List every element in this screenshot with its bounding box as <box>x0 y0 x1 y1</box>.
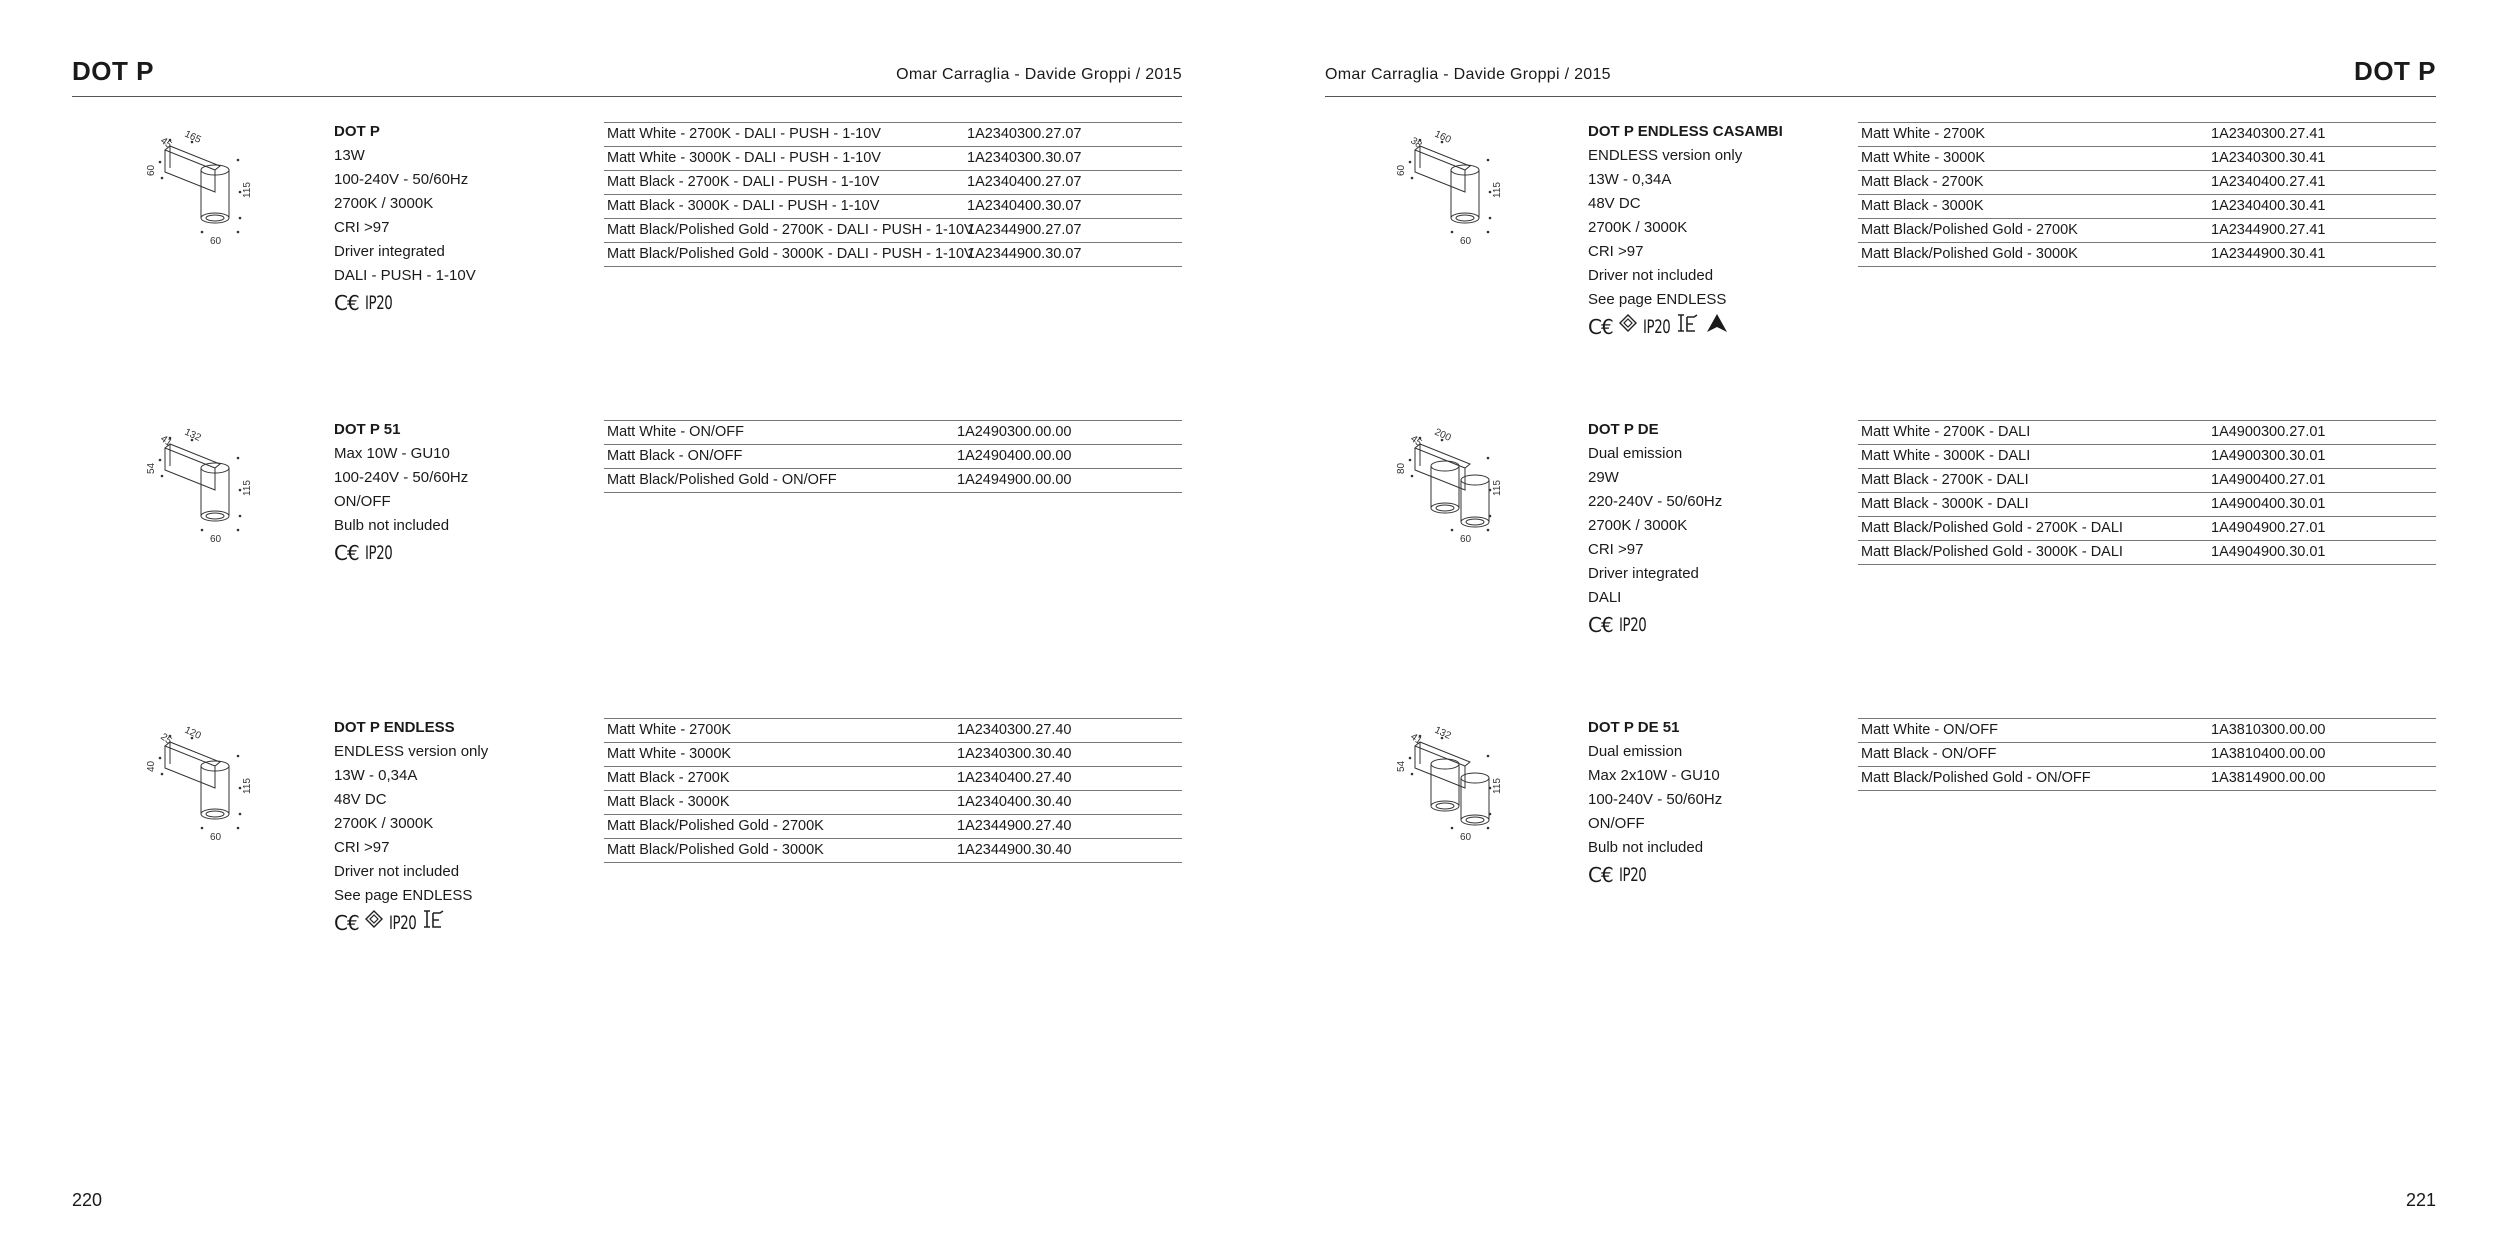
table-row <box>604 171 1182 195</box>
spec-line: See page ENDLESS <box>1588 291 1727 308</box>
dimension-arm-depth: 25 <box>158 731 174 747</box>
variant-code: 1A2340400.30.07 <box>967 198 1082 214</box>
spec-line: Driver integrated <box>334 243 445 260</box>
table-row <box>1858 243 2436 267</box>
variant-label: Matt Black/Polished Gold - 3000K - DALI <box>1861 544 2123 560</box>
ce-mark-icon: C€ <box>1588 315 1613 339</box>
variant-code: 1A4900400.27.01 <box>2211 472 2326 488</box>
product-block <box>0 418 1250 698</box>
dimension-height: 115 <box>1492 182 1503 198</box>
certification-marks <box>334 540 468 566</box>
spec-line: 100-240V - 50/60Hz <box>334 469 469 486</box>
spec-line: ENDLESS version only <box>334 743 489 760</box>
dimension-arm-depth: 45 <box>1408 433 1424 449</box>
ip20-icon: IP20 <box>1642 316 1671 338</box>
variant-label: Matt White - 2700K - DALI - PUSH - 1-10V <box>607 126 881 142</box>
variant-code: 1A2340400.27.40 <box>957 770 1072 786</box>
variant-code: 1A2490400.00.00 <box>957 448 1072 464</box>
product-specs <box>334 418 468 566</box>
table-row <box>604 839 1182 863</box>
table-row <box>604 469 1182 493</box>
dimension-diameter: 60 <box>1460 832 1472 843</box>
variant-code: 1A3810400.00.00 <box>2211 746 2326 762</box>
variant-code: 1A2490300.00.00 <box>957 424 1072 440</box>
dimension-bracket-height: 60 <box>1396 164 1407 176</box>
dimension-diameter: 60 <box>1460 236 1472 247</box>
dimension-arm-depth: 41 <box>158 433 174 449</box>
dimension-height: 115 <box>242 480 253 496</box>
variant-code: 1A2344900.30.40 <box>957 842 1072 858</box>
spec-line: CRI >97 <box>1588 243 1644 260</box>
ce-mark-icon: C€ <box>1588 613 1613 637</box>
header-rule <box>1325 96 2436 97</box>
variant-label: Matt Black - 2700K - DALI <box>1861 472 2029 488</box>
dimension-length: 132 <box>1432 724 1453 742</box>
variant-label: Matt Black/Polished Gold - ON/OFF <box>607 472 837 488</box>
designer-credit: Omar Carraglia - Davide Groppi / 2015 <box>896 66 1182 83</box>
variant-label: Matt Black - ON/OFF <box>1861 746 1997 762</box>
table-row <box>604 445 1182 469</box>
variant-code: 1A4904900.30.01 <box>2211 544 2326 560</box>
table-row <box>1858 421 2436 445</box>
luminaire-drawing <box>140 120 300 270</box>
spec-line: 13W - 0,34A <box>334 767 418 784</box>
product-drawing <box>140 716 300 866</box>
variant-code: 1A2340300.30.07 <box>967 150 1082 166</box>
product-specs <box>1588 716 1722 888</box>
variant-label: Matt Black/Polished Gold - 2700K - DALI <box>1861 520 2123 536</box>
variant-label: Matt Black/Polished Gold - 3000K <box>607 842 824 858</box>
variants-table <box>1858 718 2436 791</box>
table-row <box>604 767 1182 791</box>
product-block <box>1250 716 2500 996</box>
casambi-icon <box>1706 313 1728 341</box>
spec-line: 100-240V - 50/60Hz <box>334 171 469 188</box>
designer-credit: Omar Carraglia - Davide Groppi / 2015 <box>1325 66 1611 83</box>
product-block <box>1250 418 2500 698</box>
product-drawing <box>1390 120 1550 270</box>
variant-code: 1A2340300.27.07 <box>967 126 1082 142</box>
variant-label: Matt Black - 3000K <box>607 794 730 810</box>
variant-code: 1A4900300.27.01 <box>2211 424 2326 440</box>
variant-label: Matt Black - 3000K - DALI - PUSH - 1-10V <box>607 198 880 214</box>
table-row <box>1858 767 2436 791</box>
variant-code: 1A2340300.30.41 <box>2211 150 2326 166</box>
spec-line: 13W <box>334 147 365 164</box>
dimension-height: 115 <box>1492 480 1503 496</box>
variant-code: 1A4904900.27.01 <box>2211 520 2326 536</box>
dimension-bracket-height: 54 <box>1396 760 1407 772</box>
product-specs <box>1588 418 1722 638</box>
ce-mark-icon: C€ <box>334 541 359 565</box>
spec-line: Dual emission <box>1588 743 1683 760</box>
variants-table <box>604 122 1182 267</box>
dimension-diameter: 60 <box>1460 534 1472 545</box>
spec-line: ON/OFF <box>1588 815 1645 832</box>
spec-line: Bulb not included <box>334 517 450 534</box>
variant-code: 1A2340400.30.41 <box>2211 198 2326 214</box>
variant-label: Matt White - 3000K - DALI <box>1861 448 2031 464</box>
luminaire-drawing <box>1390 716 1550 866</box>
dimension-bracket-height: 60 <box>146 164 157 176</box>
dimension-diameter: 60 <box>210 832 222 843</box>
variant-label: Matt White - 2700K <box>1861 126 1986 142</box>
table-row <box>1858 493 2436 517</box>
table-row <box>1858 219 2436 243</box>
product-name: DOT P ENDLESS <box>334 719 455 736</box>
variant-code: 1A2344900.27.07 <box>967 222 1082 238</box>
luminaire-drawing <box>140 418 300 568</box>
table-row <box>1858 123 2436 147</box>
product-name: DOT P ENDLESS CASAMBI <box>1588 123 1783 140</box>
variant-code: 1A2344900.30.07 <box>967 246 1082 262</box>
table-row <box>604 195 1182 219</box>
variant-label: Matt Black - 2700K <box>1861 174 1984 190</box>
variants-table <box>604 420 1182 493</box>
spec-line: 100-240V - 50/60Hz <box>1588 791 1723 808</box>
ce-mark-icon: C€ <box>334 291 359 315</box>
table-row <box>604 219 1182 243</box>
variant-label: Matt Black/Polished Gold - 2700K - DALI - PUSH - 1-10V <box>607 222 974 238</box>
variant-label: Matt Black/Polished Gold - 3000K - DALI - PUSH - 1-10V <box>607 246 974 262</box>
product-specs <box>1588 120 1783 340</box>
variant-label: Matt Black/Polished Gold - ON/OFF <box>1861 770 2091 786</box>
variant-label: Matt Black - 3000K <box>1861 198 1984 214</box>
variant-label: Matt Black - 2700K - DALI - PUSH - 1-10V <box>607 174 880 190</box>
spec-line: See page ENDLESS <box>334 887 473 904</box>
spec-line: 2700K / 3000K <box>1588 517 1688 534</box>
product-name: DOT P DE <box>1588 421 1659 438</box>
ip20-icon: IP20 <box>1618 614 1647 636</box>
dimension-bracket-height: 80 <box>1396 462 1407 474</box>
spec-line: 48V DC <box>1588 195 1641 212</box>
variants-table <box>1858 122 2436 267</box>
variant-label: Matt White - 2700K <box>607 722 732 738</box>
variant-code: 1A2340300.27.40 <box>957 722 1072 738</box>
table-row <box>1858 719 2436 743</box>
table-row <box>604 815 1182 839</box>
variant-code: 1A3810300.00.00 <box>2211 722 2326 738</box>
variant-label: Matt White - 2700K - DALI <box>1861 424 2031 440</box>
spec-line: Driver integrated <box>1588 565 1699 582</box>
product-drawing <box>140 418 300 568</box>
dimension-arm-depth: 41 <box>1408 731 1424 747</box>
dimension-bracket-height: 54 <box>146 462 157 474</box>
variants-table <box>1858 420 2436 565</box>
spec-line: Driver not included <box>1588 267 1714 284</box>
variant-code: 1A3814900.00.00 <box>2211 770 2326 786</box>
dimension-length: 165 <box>182 128 203 146</box>
dimension-bracket-height: 40 <box>146 760 157 772</box>
track-rail-icon <box>1676 313 1700 341</box>
dimension-diameter: 60 <box>210 534 222 545</box>
variant-code: 1A2344900.30.41 <box>2211 246 2326 262</box>
spec-line: Max 2x10W - GU10 <box>1588 767 1720 784</box>
ip20-icon: IP20 <box>364 292 393 314</box>
dimension-length: 120 <box>182 724 203 742</box>
independent-driver-icon <box>365 910 383 936</box>
dimension-length: 160 <box>1432 128 1453 146</box>
dimension-arm-depth: 38 <box>1408 135 1424 151</box>
variant-code: 1A4900400.30.01 <box>2211 496 2326 512</box>
product-name: DOT P 51 <box>334 421 401 438</box>
variant-label: Matt Black - 3000K - DALI <box>1861 496 2029 512</box>
variant-code: 1A4900300.30.01 <box>2211 448 2326 464</box>
ip20-icon: IP20 <box>388 912 417 934</box>
product-block <box>0 716 1250 996</box>
spec-line: Bulb not included <box>1588 839 1704 856</box>
variant-code: 1A2340300.30.40 <box>957 746 1072 762</box>
page-title: DOT P <box>2354 56 2436 86</box>
variant-label: Matt White - ON/OFF <box>607 424 744 440</box>
ip20-icon: IP20 <box>1618 864 1647 886</box>
table-row <box>1858 743 2436 767</box>
independent-driver-icon <box>1619 314 1637 340</box>
ce-mark-icon: C€ <box>1588 863 1613 887</box>
page-number: 221 <box>2405 1190 2436 1210</box>
variant-label: Matt White - 3000K - DALI - PUSH - 1-10V <box>607 150 881 166</box>
luminaire-drawing <box>1390 418 1550 568</box>
product-specs <box>334 716 488 936</box>
variant-label: Matt White - 3000K <box>1861 150 1986 166</box>
spec-line: Max 10W - GU10 <box>334 445 450 462</box>
variant-code: 1A2494900.00.00 <box>957 472 1072 488</box>
table-row <box>1858 541 2436 565</box>
table-row <box>1858 171 2436 195</box>
dimension-height: 115 <box>1492 778 1503 794</box>
product-name: DOT P <box>334 123 380 140</box>
table-row <box>604 719 1182 743</box>
spec-line: ENDLESS version only <box>1588 147 1743 164</box>
table-row <box>604 743 1182 767</box>
spec-line: 29W <box>1588 469 1619 486</box>
table-row <box>1858 469 2436 493</box>
variant-label: Matt White - 3000K <box>607 746 732 762</box>
table-row <box>604 791 1182 815</box>
spec-line: 13W - 0,34A <box>1588 171 1672 188</box>
spec-line: DALI <box>1588 589 1622 606</box>
product-drawing <box>140 120 300 270</box>
product-block <box>0 120 1250 400</box>
luminaire-drawing <box>1390 120 1550 270</box>
track-rail-icon <box>422 909 446 937</box>
certification-marks <box>1588 612 1722 638</box>
variant-label: Matt Black/Polished Gold - 2700K <box>607 818 824 834</box>
page-title: DOT P <box>72 56 154 86</box>
spec-line: DALI - PUSH - 1-10V <box>334 267 476 284</box>
spec-line: Driver not included <box>334 863 460 880</box>
luminaire-drawing <box>140 716 300 866</box>
page-number: 220 <box>72 1190 103 1210</box>
spec-line: ON/OFF <box>334 493 391 510</box>
spec-line: 2700K / 3000K <box>1588 219 1688 236</box>
product-drawing <box>1390 418 1550 568</box>
variant-label: Matt Black/Polished Gold - 2700K <box>1861 222 2078 238</box>
variant-label: Matt Black - 2700K <box>607 770 730 786</box>
variant-label: Matt White - ON/OFF <box>1861 722 1998 738</box>
spec-line: CRI >97 <box>1588 541 1644 558</box>
ce-mark-icon: C€ <box>334 911 359 935</box>
certification-marks <box>334 290 476 316</box>
spec-line: 2700K / 3000K <box>334 195 434 212</box>
variant-code: 1A2344900.27.40 <box>957 818 1072 834</box>
variant-label: Matt Black - ON/OFF <box>607 448 743 464</box>
spec-line: 48V DC <box>334 791 387 808</box>
table-row <box>604 243 1182 267</box>
table-row <box>604 147 1182 171</box>
dimension-arm-depth: 45 <box>158 135 174 151</box>
header-rule <box>72 96 1182 97</box>
certification-marks <box>334 910 488 936</box>
spec-line: CRI >97 <box>334 839 390 856</box>
product-drawing <box>1390 716 1550 866</box>
certification-marks <box>1588 314 1783 340</box>
table-row <box>1858 147 2436 171</box>
product-name: DOT P DE 51 <box>1588 719 1680 736</box>
spec-line: CRI >97 <box>334 219 390 236</box>
table-row <box>1858 445 2436 469</box>
dimension-diameter: 60 <box>210 236 222 247</box>
variant-code: 1A2340300.27.41 <box>2211 126 2326 142</box>
table-row <box>604 421 1182 445</box>
variant-code: 1A2340400.27.07 <box>967 174 1082 190</box>
product-block <box>1250 120 2500 400</box>
variant-label: Matt Black/Polished Gold - 3000K <box>1861 246 2078 262</box>
dimension-length: 200 <box>1432 426 1453 444</box>
right-page <box>1250 0 2500 1250</box>
table-row <box>1858 517 2436 541</box>
ip20-icon: IP20 <box>364 542 393 564</box>
product-specs <box>334 120 476 316</box>
variant-code: 1A2340400.27.41 <box>2211 174 2326 190</box>
table-row <box>1858 195 2436 219</box>
dimension-height: 115 <box>242 182 253 198</box>
spec-line: Dual emission <box>1588 445 1683 462</box>
dimension-height: 115 <box>242 778 253 794</box>
dimension-length: 132 <box>182 426 203 444</box>
variant-code: 1A2340400.30.40 <box>957 794 1072 810</box>
spec-line: 220-240V - 50/60Hz <box>1588 493 1723 510</box>
table-row <box>604 123 1182 147</box>
variant-code: 1A2344900.27.41 <box>2211 222 2326 238</box>
spec-line: 2700K / 3000K <box>334 815 434 832</box>
variants-table <box>604 718 1182 863</box>
certification-marks <box>1588 862 1722 888</box>
